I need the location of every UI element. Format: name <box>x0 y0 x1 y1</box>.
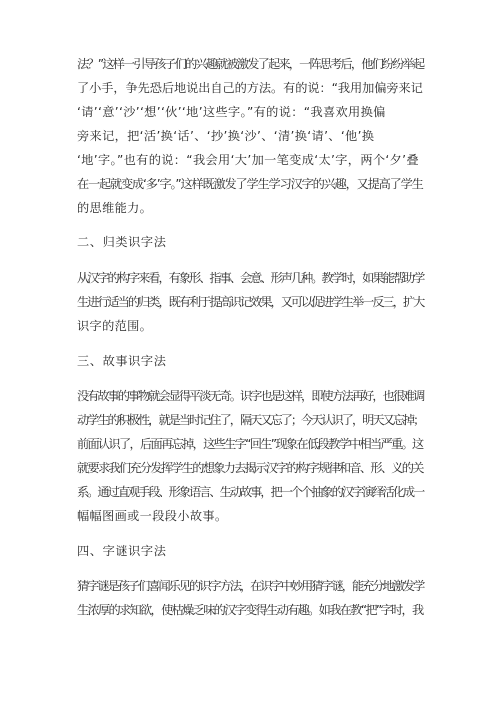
text-line: 猜字谜是孩子们喜闻乐见的识字方法，在识字中妙用猜字谜，能充分地激发学 <box>77 579 424 593</box>
section-heading-categorization: 二、归类识字法 <box>77 235 167 249</box>
text-line: 系。通过直观手段、形象语言、生动故事，把一个个抽象的汉字演绎活化成一 <box>77 485 424 499</box>
text-line: 生浓厚的求知欲，使枯燥乏味的汉字变得生动有趣。如我在教“把”字时，我 <box>77 603 423 617</box>
text-line: 了小手，争先恐后地说出自己的方法。有的说：“我用加偏旁来记 <box>77 81 423 95</box>
text-line: 就要求我们充分发挥学生的想象力去揭示汉字的构字规律和音、形、义的关 <box>77 461 423 475</box>
section-heading-riddle: 四、字谜识字法 <box>77 544 167 558</box>
text-line: ‘请’‘意’‘沙’‘想’‘伙’‘地’这些字。”有的说：“我喜欢用换偏 <box>77 105 386 119</box>
text-line: 动学生的积极性，就是当时记住了，隔天又忘了；今天认识了，明天又忘掉； <box>77 413 424 427</box>
text-line: 旁来记，把‘活’换‘话’、‘抄’换‘沙’、‘清’换‘请’、‘他’换 <box>77 129 375 143</box>
text-line: 识字的范围。 <box>77 319 153 333</box>
text-line: 法？”这样一引导孩子们的兴趣就被激发了起来，一阵思考后，他们纷纷举起 <box>77 57 424 71</box>
text-line: 从汉字的构字来看，有象形、指事、会意、形声几种。教学时，如果能帮助学 <box>77 271 424 285</box>
text-line: 前面认识了，后面再忘掉，这些生字“回生”现象在低段教学中相当严重。这 <box>77 437 423 451</box>
text-line: 在一起就变成‘多’字。”这样既激发了学生学习汉字的兴趣，又提高了学生 <box>77 177 423 191</box>
text-line: 生进行适当的归类，既有利于提高识记效果，又可以促进学生举一反三，扩大 <box>77 295 424 309</box>
text-line: 的思维能力。 <box>77 201 153 215</box>
section-heading-story: 三、故事识字法 <box>77 354 167 368</box>
text-line: 幅幅图画或一段段小故事。 <box>77 509 228 523</box>
text-line: ‘地’字。”也有的说：“我会用‘大’加一笔变成‘太’字，两个‘夕’叠 <box>77 153 419 167</box>
text-line: 没有故事的事物就会显得平淡无奇。识字也是这样，即使方法再好，也很难调 <box>77 389 424 403</box>
